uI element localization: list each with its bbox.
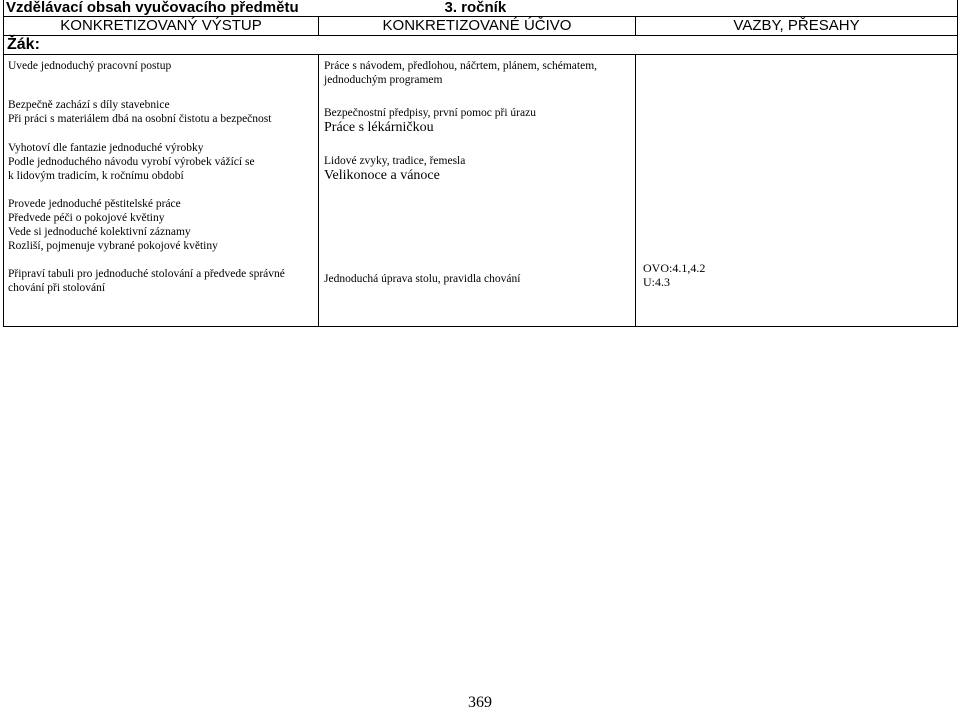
output-line: Bezpečně zachází s díly stavebnice xyxy=(8,99,170,111)
outputs-group-5 xyxy=(8,267,318,295)
output-line: Připraví tabuli pro jednoduché stolování a předvede správné xyxy=(8,268,285,280)
output-line: Rozliší, pojmenuje vybrané pokojové květiny xyxy=(8,240,218,252)
content-group-3 xyxy=(324,154,635,184)
content-group-2 xyxy=(324,106,635,136)
outputs-cell xyxy=(4,55,319,327)
student-label: Žák: xyxy=(7,36,40,53)
output-line: Vede si jednoduché kolektivní záznamy xyxy=(8,226,191,238)
outputs-group-3 xyxy=(8,141,318,183)
links-group xyxy=(643,261,957,289)
content-line: Bezpečnostní předpisy, první pomoc při úrazu xyxy=(324,107,536,119)
outputs-group-2 xyxy=(8,98,318,126)
content-line: Lidové zvyky, tradice, řemesla xyxy=(324,155,466,167)
col-header-outputs: KONKRETIZOVANÝ VÝSTUP xyxy=(4,17,319,36)
link-line: OVO:4.1,4.2 xyxy=(643,261,706,275)
content-line-large: Velikonoce a vánoce xyxy=(324,168,440,183)
output-line: Předvede péči o pokojové květiny xyxy=(8,212,165,224)
content-group-1 xyxy=(324,59,635,87)
content-line: Jednoduchá úprava stolu, pravidla chování xyxy=(324,273,521,285)
col-header-links: VAZBY, PŘESAHY xyxy=(636,17,958,36)
grade-label: 3. ročník xyxy=(444,0,507,16)
output-line: Uvede jednoduchý pracovní postup xyxy=(8,60,172,72)
subject-title: Vzdělávací obsah vyučovacího předmětu xyxy=(6,0,299,16)
content-line-large: Práce s lékárničkou xyxy=(324,120,434,135)
outputs-group-1 xyxy=(8,59,318,73)
output-line: k lidovým tradicím, k ročnímu období xyxy=(8,170,184,182)
col-header-content: KONKRETIZOVANÉ ÚČIVO xyxy=(319,17,636,36)
outputs-group-4 xyxy=(8,197,318,253)
curriculum-table xyxy=(3,0,958,327)
content-line: jednoduchým programem xyxy=(324,74,443,86)
output-line: Podle jednoduchého návodu vyrobí výrobek vážící se xyxy=(8,156,255,168)
output-line: Vyhotoví dle fantazie jednoduché výrobky xyxy=(8,142,204,154)
output-line: Provede jednoduché pěstitelské práce xyxy=(8,198,181,210)
output-line: chování při stolování xyxy=(8,282,106,294)
page-number: 369 xyxy=(468,694,492,711)
student-label-row xyxy=(4,36,958,55)
content-cell xyxy=(319,55,636,327)
link-line: U:4.3 xyxy=(643,275,670,289)
output-line: Při práci s materiálem dbá na osobní čistotu a bezpečnost xyxy=(8,113,272,125)
content-line: Práce s návodem, předlohou, náčrtem, plánem, schématem, xyxy=(324,60,598,72)
links-cell xyxy=(636,55,958,327)
title-row xyxy=(4,0,958,17)
content-group-5 xyxy=(324,272,635,286)
